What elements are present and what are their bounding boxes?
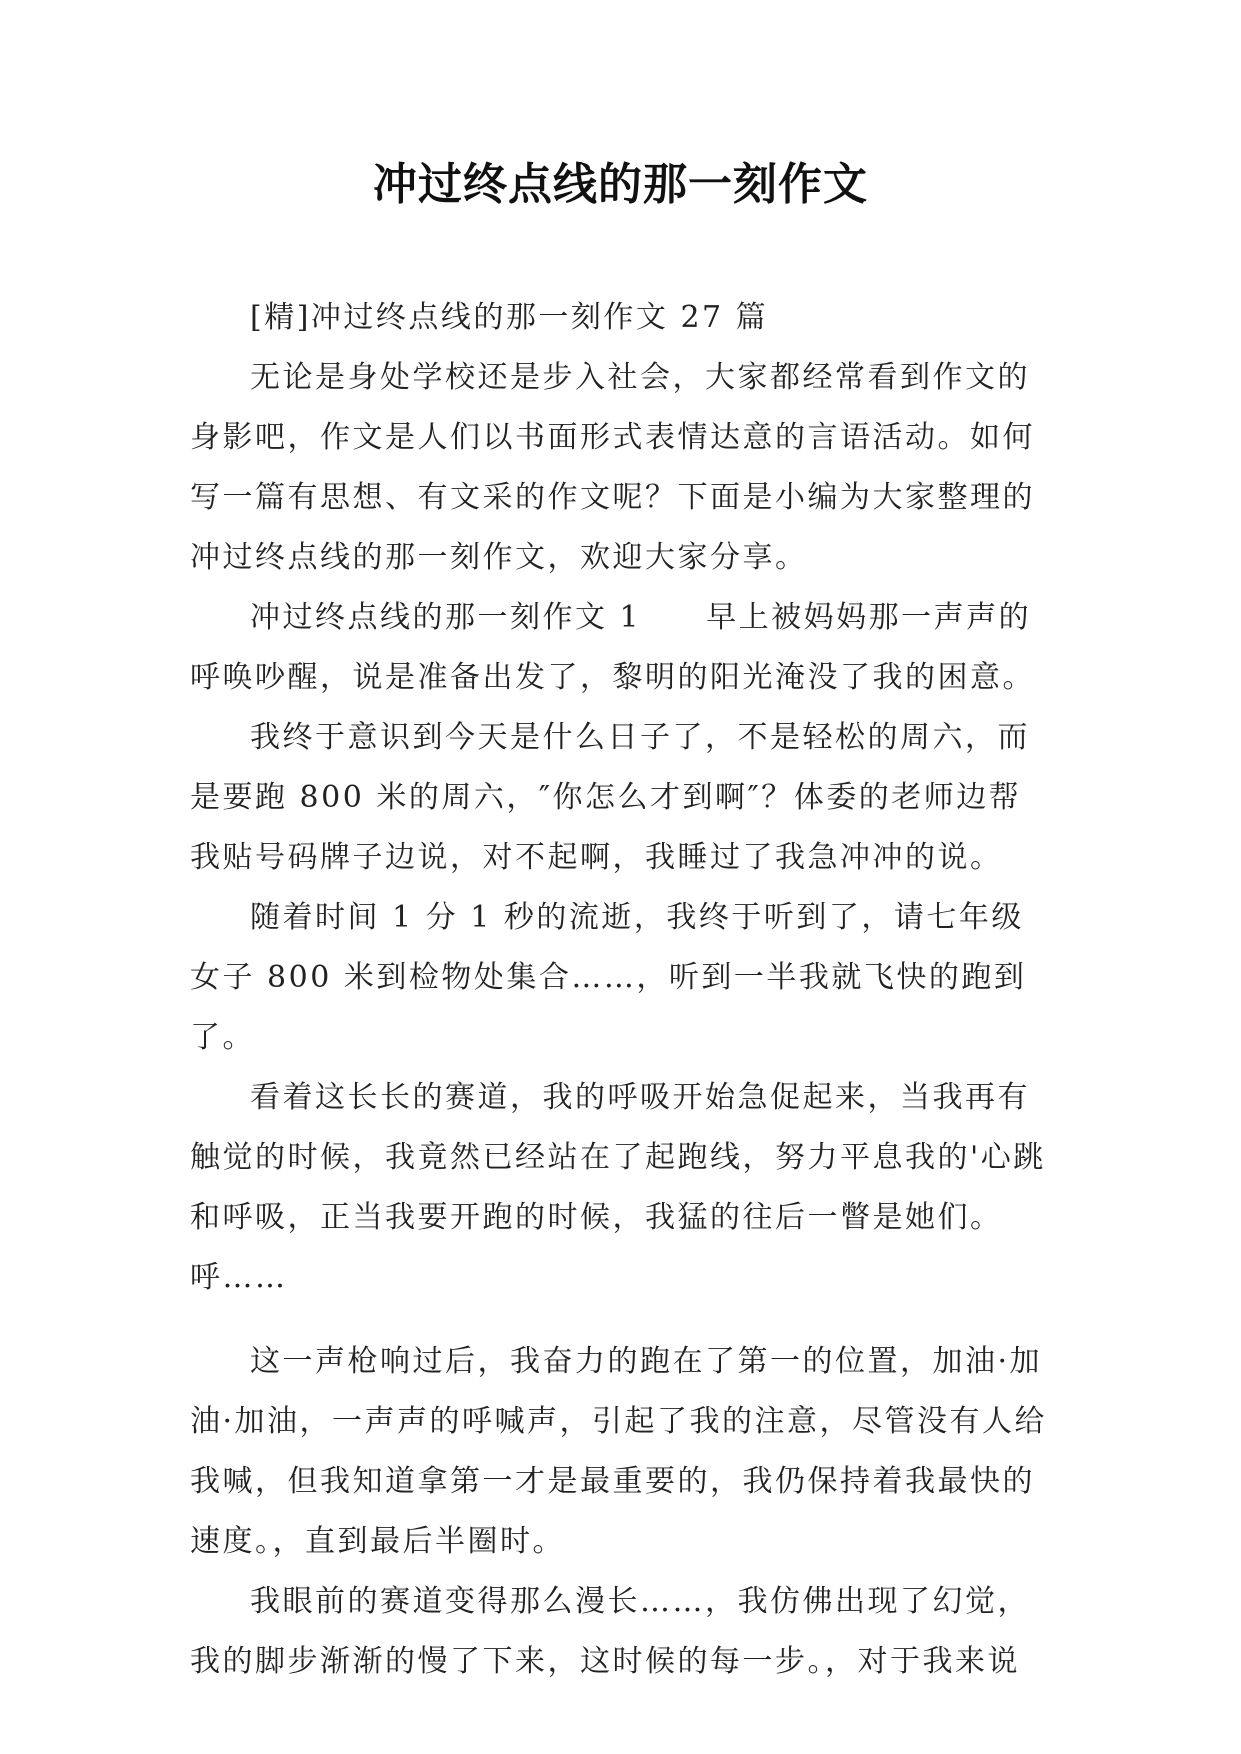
paragraph-final-lap: 我眼前的赛道变得那么漫长……，我仿佛出现了幻觉，我的脚步渐渐的慢了下来，这时候的每一步。，对于我来说 bbox=[190, 1584, 1030, 1679]
document-title: 冲过终点线的那一刻作文 bbox=[373, 159, 868, 210]
paragraph-race: 这一声枪响过后，我奋力的跑在了第一的位置，加油·加油·加油，一声声的呼喊声，引起了我的注意，尽管没有人给我喊，但我知道拿第一才是最重要的，我仍保持着我最快的速度。，直到最后半圈时。 bbox=[190, 1344, 1048, 1559]
paragraph-start-line: 看着这长长的赛道，我的呼吸开始急促起来，当我再有触觉的时候，我竟然已经站在了起跑线，努力平息我的'心跳和呼吸，正当我要开跑的时候，我猛的往后一瞥是她们。呼…… bbox=[190, 1080, 1046, 1295]
paragraph-subtitle: [精]冲过终点线的那一刻作文 27 篇 bbox=[250, 300, 769, 335]
paragraph-essay-1-opening: 冲过终点线的那一刻作文 1 早上被妈妈那一声声的呼唤吵醒，说是准备出发了，黎明的阳光淹没了我的困意。 bbox=[190, 600, 1035, 695]
paragraph-realization: 我终于意识到今天是什么日子了，不是轻松的周六，而是要跑 800 米的周六，″你怎么才到啊″？体委的老师边帮我贴号码牌子边说，对不起啊，我睡过了我急冲冲的说。 bbox=[190, 720, 1030, 875]
paragraph-intro: 无论是身处学校还是步入社会，大家都经常看到作文的身影吧，作文是人们以书面形式表情达意的言语活动。如何写一篇有思想、有文采的作文呢？下面是小编为大家整理的冲过终点线的那一刻作文，欢迎大家分享。 bbox=[190, 360, 1035, 575]
paragraph-call-to-gather: 随着时间 1 分 1 秒的流逝，我终于听到了，请七年级女子 800 米到检物处集合……，听到一半我就飞快的跑到了。 bbox=[190, 900, 1027, 1055]
document-body bbox=[190, 288, 1050, 1692]
